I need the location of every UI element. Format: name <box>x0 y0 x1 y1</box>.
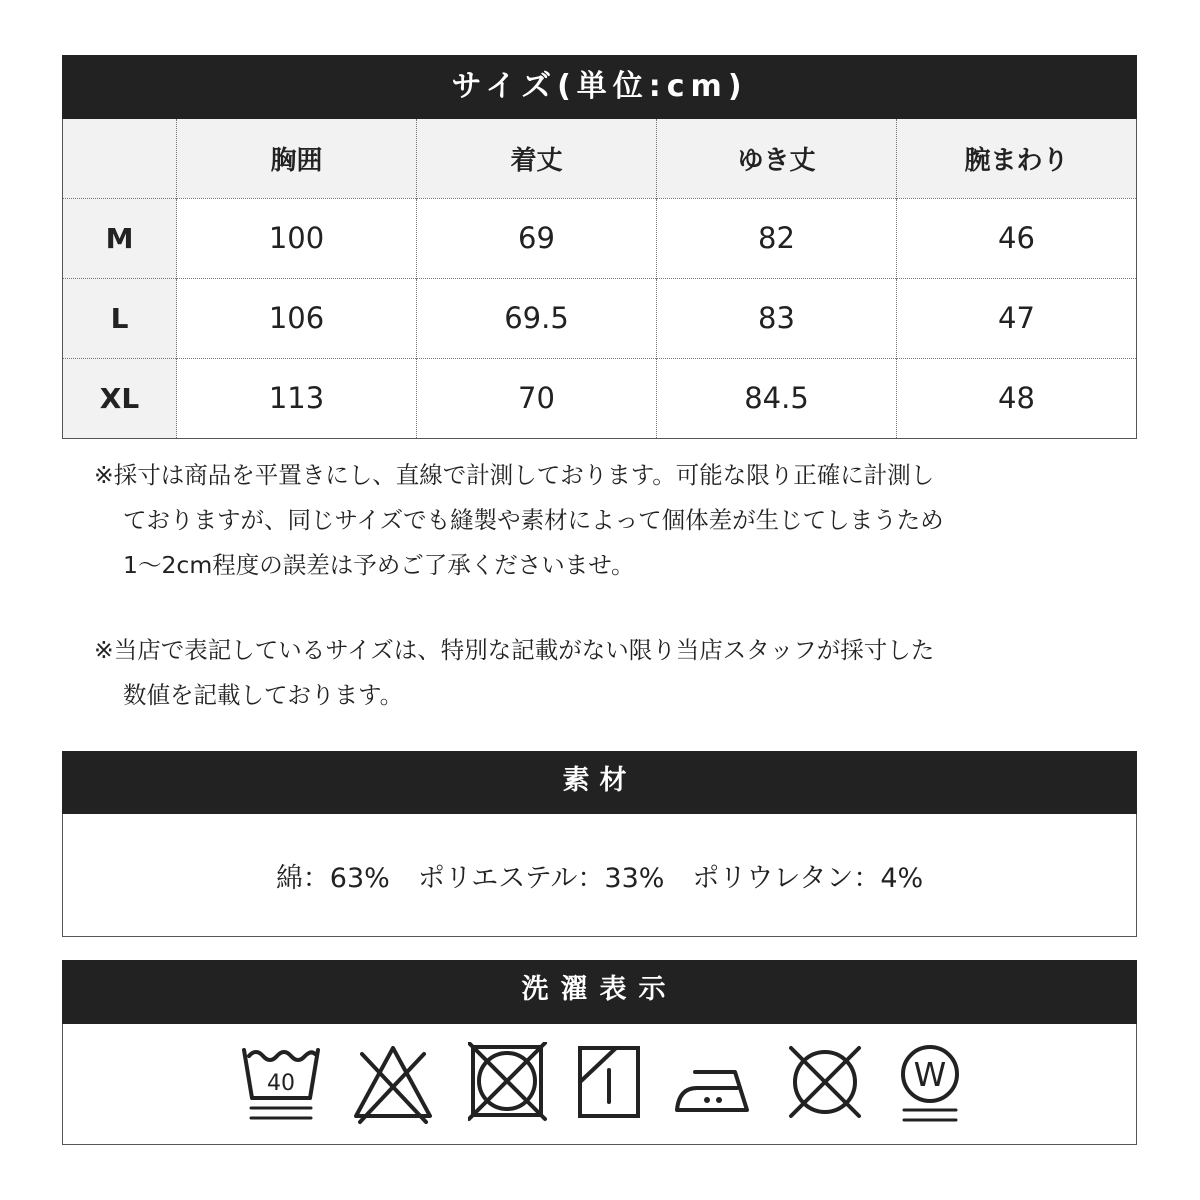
size-section-title: サイズ(単位:cm) <box>62 55 1137 119</box>
size-table-header-row <box>63 119 1137 198</box>
table-cell: 83 <box>657 278 897 358</box>
table-cell: 47 <box>897 278 1137 358</box>
table-cell: 100 <box>177 198 417 278</box>
size-table <box>62 119 1137 439</box>
laundry-section <box>62 960 1137 1145</box>
table-cell: 113 <box>177 358 417 438</box>
laundry-icons-box <box>62 1024 1137 1145</box>
table-row <box>63 358 1137 438</box>
line-dry-shade-icon <box>576 1042 642 1122</box>
table-cell: 69 <box>417 198 657 278</box>
material-cotton: 綿：63% <box>275 862 390 894</box>
table-row <box>63 278 1137 358</box>
column-header-chest: 胸囲 <box>177 119 417 198</box>
column-header-sleeve: ゆき丈 <box>657 119 897 198</box>
table-cell: 46 <box>897 198 1137 278</box>
size-label: M <box>63 198 177 278</box>
column-header-length: 着丈 <box>417 119 657 198</box>
table-cell: 84.5 <box>657 358 897 438</box>
wet-clean-icon <box>898 1042 962 1126</box>
no-dry-clean-icon <box>785 1042 865 1122</box>
material-section <box>62 751 1137 937</box>
material-section-title: 素材 <box>62 751 1137 814</box>
no-tumble-dry-icon <box>468 1042 548 1122</box>
table-cell: 106 <box>177 278 417 358</box>
wash-tub-40-icon <box>241 1042 321 1130</box>
table-cell: 69.5 <box>417 278 657 358</box>
note-line: 数値を記載しております。 <box>123 681 404 709</box>
note-line: ※採寸は商品を平置きにし、直線で計測しております。可能な限り正確に計測し <box>94 461 935 489</box>
size-section <box>62 55 1137 439</box>
column-header-arm: 腕まわり <box>897 119 1137 198</box>
note-line: 1〜2cm程度の誤差は予めご了承くださいませ。 <box>123 551 635 579</box>
wet-clean-letter: W <box>913 1055 947 1094</box>
no-bleach-icon <box>352 1042 434 1126</box>
note-line: ※当店で表記しているサイズは、特別な記載がない限り当店スタッフが採寸した <box>94 636 935 664</box>
material-polyester: ポリエステル：33% <box>417 862 665 894</box>
size-table-corner <box>63 119 177 198</box>
material-polyurethane: ポリウレタン：4% <box>692 862 924 894</box>
measurement-note <box>94 453 1094 588</box>
size-label: XL <box>63 358 177 438</box>
table-cell: 48 <box>897 358 1137 438</box>
table-row <box>63 198 1137 278</box>
table-cell: 82 <box>657 198 897 278</box>
iron-low-temp-icon <box>673 1042 753 1122</box>
laundry-section-title: 洗濯表示 <box>62 960 1137 1024</box>
table-cell: 70 <box>417 358 657 438</box>
material-box <box>62 814 1137 937</box>
note-line: ておりますが、同じサイズでも縫製や素材によって個体差が生じてしまうため <box>123 506 944 534</box>
size-notation-note <box>94 628 1094 718</box>
size-label: L <box>63 278 177 358</box>
wash-temperature: 40 <box>267 1071 295 1096</box>
